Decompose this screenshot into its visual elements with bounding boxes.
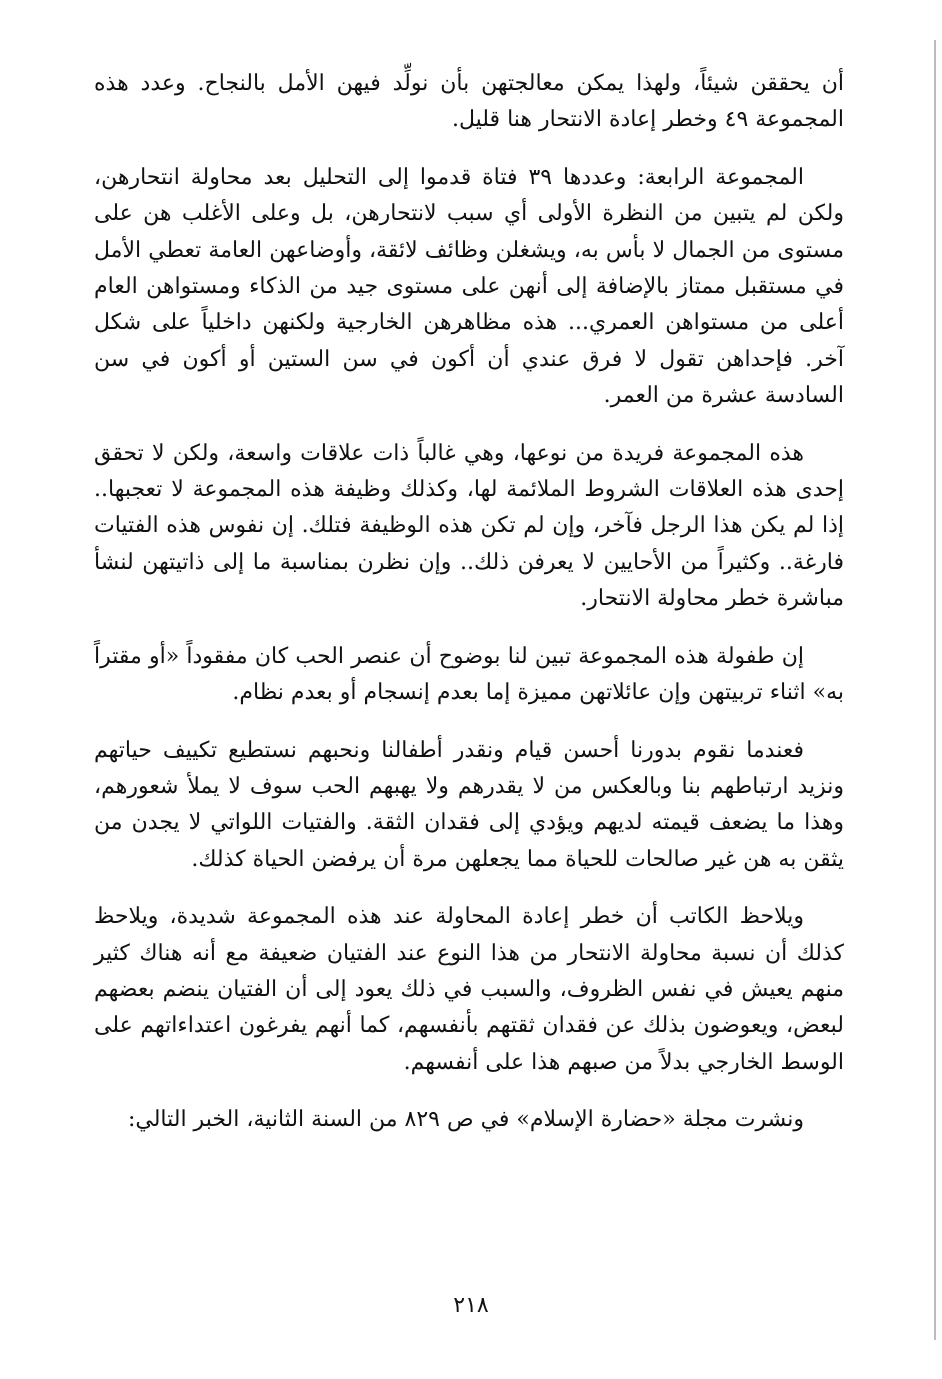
page-edge-shadow [934, 40, 936, 1340]
paragraph-2: المجموعة الرابعة: وعددها ٣٩ فتاة قدموا إلى التحليل بعد محاولة انتحارهن، ولكن لم يتبين من النظرة الأولى أي سبب لانتحارهن، بل وعلى الأغلب هن على مستوى من الجمال لا بأس به، ويشغلن وظائف لائقة، وأوضاعهن العامة تعطي الأمل في مستقبل ممتاز بالإضافة إلى أنهن على مستوى جيد من الذكاء ومستواهن العام أعلى من مستواهن العمري... هذه مظاهرهن الخارجية ولكنهن داخلياً على شكل آخر. فإحداهن تقول لا فرق عندي أن أكون في سن الستين أو أكون في سن السادسة عشرة من العمر. [94, 164, 844, 409]
paragraph-7: ونشرت مجلة «حضارة الإسلام» في ص ٨٢٩ من السنة الثانية، الخبر التالي: [127, 1107, 804, 1133]
body-text [94, 66, 844, 1160]
paragraph-4: إن طفولة هذه المجموعة تبين لنا بوضوح أن عنصر الحب كان مفقوداً «أو مقتراً به» اثناء تربيتهن وإن عائلاتهن مميزة إما بعدم إنسجام أو بعدم نظام. [94, 643, 844, 706]
paragraph-1: أن يحققن شيئاً، ولهذا يمكن معالجتهن بأن نولِّد فيهن الأمل بالنجاح. وعدد هذه المجموعة ٤٩ وخطر إعادة الانتحار هنا قليل. [94, 71, 844, 133]
paragraph-6: ويلاحظ الكاتب أن خطر إعادة المحاولة عند هذه المجموعة شديدة، ويلاحظ كذلك أن نسبة محاولة الانتحار من هذا النوع عند الفتيان ضعيفة مع أنه هناك كثير منهم يعيش في نفس الظروف، والسبب في ذلك يعود إلى أن الفتيان ينضم بعضهم لبعض، ويعوضون بذلك عن فقدان ثقتهم بأنفسهم، كما أنهم يفرغون اعتداءاتهم على الوسط الخارجي بدلاً من صبهم هذا على أنفسهم. [94, 904, 844, 1075]
paragraph-3: هذه المجموعة فريدة من نوعها، وهي غالباً ذات علاقات واسعة، ولكن لا تحقق إحدى هذه العلاقات الشروط الملائمة لها، وكذلك وظيفة هذه المجموعة لا تعجبها.. إذا لم يكن هذا الرجل فآخر، وإن لم تكن هذه الوظيفة فتلك. إن نفوس هذه الفتيات فارغة.. وكثيراً من الأحايين لا يعرفن ذلك.. وإن نظرن بمناسبة ما إلى ذاتيتهن لنشأ مباشرة خطر محاولة الانتحار. [94, 440, 844, 612]
paragraph-5: فعندما نقوم بدورنا أحسن قيام ونقدر أطفالنا ونحبهم نستطيع تكييف حياتهم ونزيد ارتباطهم بنا وبالعكس من لا يقدرهم ولا يهبهم الحب سوف لا يملأ شعورهم، وهذا ما يضعف قيمته لديهم ويؤدي إلى فقدان الثقة. والفتيات اللواتي لا يجدن من يثقن به هن غير صالحات للحياة مما يجعلهن مرة أن يرفضن الحياة كذلك. [94, 737, 844, 872]
page-number: ٢١٨ [453, 1293, 489, 1318]
